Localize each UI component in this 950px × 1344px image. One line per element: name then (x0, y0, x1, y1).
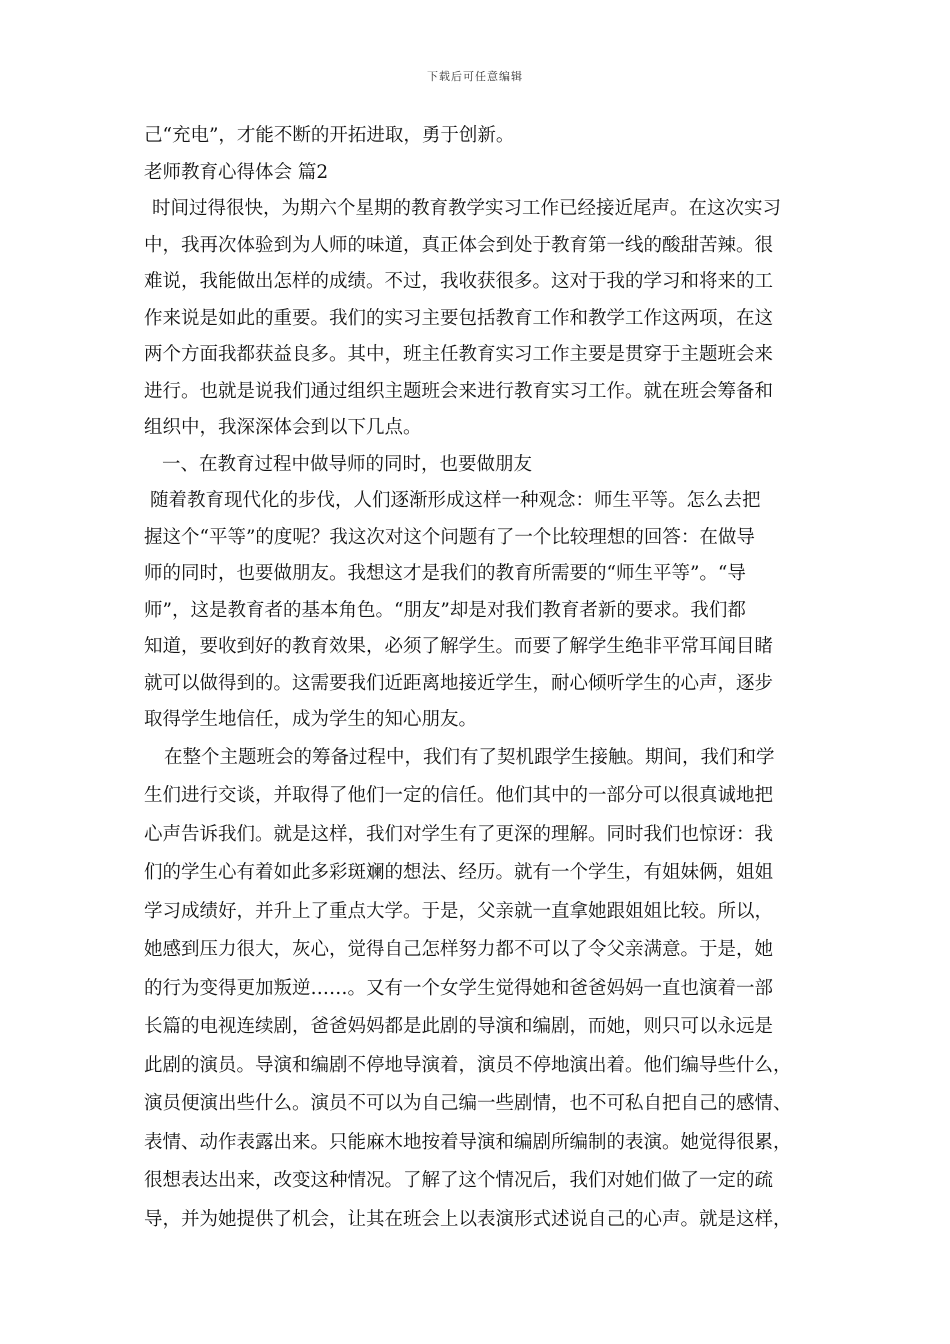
text-line: 学习成绩好，并升上了重点大学。于是，父亲就一直拿她跟姐姐比较。所以， (144, 900, 774, 922)
text-line: 中，我再次体验到为人师的味道，真正体会到处于教育第一线的酸甜苦辣。很 (144, 234, 774, 256)
text-line: 时间过得很快，为期六个星期的教育教学实习工作已经接近尾声。在这次实习 (152, 198, 782, 219)
text-line: 生们进行交谈，并取得了他们一定的信任。他们其中的一部分可以很真诚地把 (144, 785, 774, 806)
text-line: 就可以做得到的。这需要我们近距离地接近学生，耐心倾听学生的心声，逐步 (144, 672, 774, 694)
text-line: 很想表达出来，改变这种情况。了解了这个情况后，我们对她们做了一定的疏 (144, 1170, 774, 1191)
text-line: 取得学生地信任，成为学生的知心朋友。 (144, 709, 478, 730)
text-line: 此剧的演员。导演和编剧不停地导演着，演员不停地演出着。他们编导些什么， (144, 1054, 792, 1076)
text-line: 老师教育心得体会 篇2 (144, 161, 329, 183)
text-line: 在整个主题班会的筹备过程中，我们有了契机跟学生接触。期间，我们和学 (164, 746, 775, 768)
text-line: 随着教育现代化的步伐，人们逐渐形成这样一种观念：师生平等。怎么去把 (150, 490, 761, 511)
text-line: 心声告诉我们。就是这样，我们对学生有了更深的理解。同时我们也惊讶：我 (144, 823, 774, 845)
text-line: 握这个“平等”的度呢？我这次对这个问题有了一个比较理想的回答：在做导 (144, 526, 755, 548)
text-line: 演员便演出些什么。演员不可以为自己编一些剧情，也不可私自把自己的感情、 (144, 1093, 792, 1114)
page-header: 下载后可任意编辑 (427, 70, 523, 83)
text-line: 知道，要收到好的教育效果，必须了解学生。而要了解学生绝非平常耳闻目睹 (144, 636, 774, 657)
text-line: 的行为变得更加叛逆……。又有一个女学生觉得她和爸爸妈妈一直也演着一部 (144, 977, 774, 999)
text-line: 作来说是如此的重要。我们的实习主要包括教育工作和教学工作这两项，在这 (144, 307, 774, 329)
text-line: 己“充电”，才能不断的开拓进取，勇于创新。 (144, 125, 515, 146)
text-line: 们的学生心有着如此多彩斑斓的想法、经历。就有一个学生，有姐妹俩，姐姐 (144, 862, 774, 883)
text-line: 进行。也就是说我们通过组织主题班会来进行教育实习工作。就在班会筹备和 (144, 380, 774, 402)
text-line: 导，并为她提供了机会，让其在班会上以表演形式述说自己的心声。就是这样， (144, 1208, 792, 1230)
text-line: 她感到压力很大，灰心，觉得自己怎样努力都不可以了令父亲满意。于是，她 (144, 939, 774, 960)
text-line: 师的同时，也要做朋友。我想这才是我们的教育所需要的“师生平等”。“导 (144, 563, 746, 584)
text-line: 表情、动作表露出来。只能麻木地按着导演和编剧所编制的表演。她觉得很累， (144, 1131, 792, 1153)
document-body (144, 118, 824, 1239)
text-line: 长篇的电视连续剧，爸爸妈妈都是此剧的导演和编剧，而她，则只可以永远是 (144, 1016, 774, 1037)
text-line: 组织中，我深深体会到以下几点。 (144, 417, 422, 438)
text-line: 一、在教育过程中做导师的同时，也要做朋友 (162, 453, 533, 475)
text-line: 师”，这是教育者的基本角色。“朋友”却是对我们教育者新的要求。我们都 (144, 599, 746, 621)
text-line: 两个方面我都获益良多。其中，班主任教育实习工作主要是贯穿于主题班会来 (144, 344, 774, 365)
text-line: 难说，我能做出怎样的成绩。不过，我收获很多。这对于我的学习和将来的工 (144, 271, 774, 292)
